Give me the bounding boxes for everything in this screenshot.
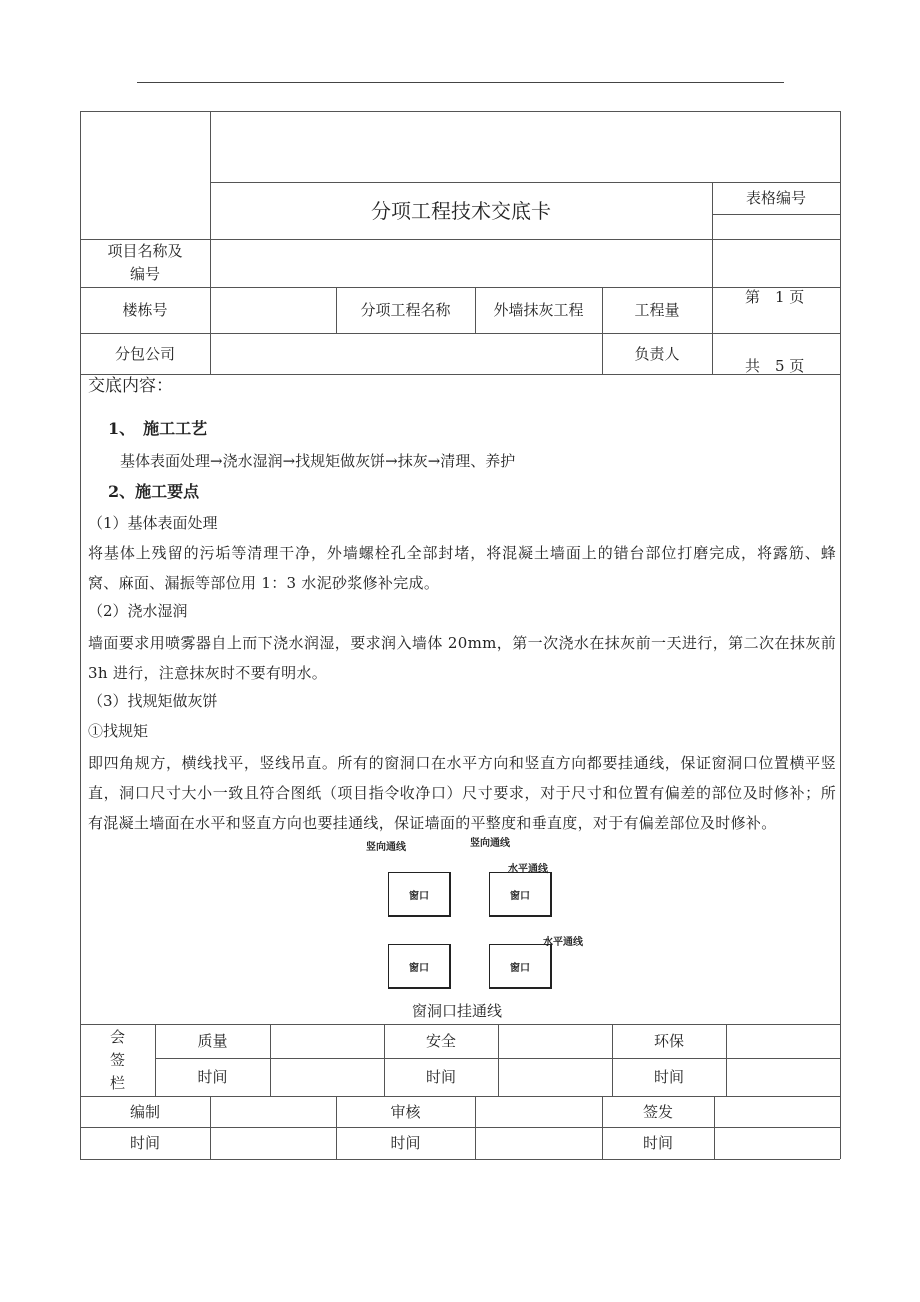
- vertical-line-label: 竖向通线: [366, 842, 406, 853]
- point-3-title: （3）找规矩做灰饼: [88, 692, 218, 710]
- subcontractor-value[interactable]: [210, 333, 602, 374]
- quantity-value[interactable]: [712, 287, 840, 333]
- section-1-title: 1、 施工工艺: [108, 419, 208, 438]
- project-value[interactable]: [210, 239, 712, 287]
- window-box: 窗口: [489, 944, 552, 989]
- quality-label: 质量: [197, 1032, 228, 1050]
- responsible-value[interactable]: [712, 333, 840, 374]
- environment-sign[interactable]: [726, 1024, 840, 1058]
- time-label: 时间: [642, 1134, 673, 1152]
- compiled-time[interactable]: [210, 1127, 336, 1159]
- top-rule: [137, 82, 784, 83]
- compiled-sign[interactable]: [210, 1096, 336, 1127]
- point-3-text: 即四角规方，横线找平，竖线吊直。所有的窗洞口在水平方向和竖直方向都要挂通线，保证窗洞口位置横平竖直，洞口尺寸大小一致且符合图纸（项目指令收净口）尺寸要求，对于尺寸和位置有偏差的部位及时修补；所有混凝土墙面在水平和竖直方向也要挂通线，保证墙面的平整度和垂直度，对于有偏差部位及时修补。: [88, 754, 836, 832]
- time-label: 时间: [129, 1134, 160, 1152]
- point-1-title: （1）基体表面处理: [88, 514, 218, 532]
- building-label: 楼栋号: [122, 301, 168, 319]
- horizontal-line-label: 水平通线: [543, 937, 583, 948]
- safety-time[interactable]: [498, 1058, 612, 1096]
- responsible-label: 负责人: [634, 344, 680, 363]
- environment-label: 环保: [653, 1032, 684, 1050]
- form-no-value[interactable]: [712, 214, 840, 239]
- point-1-text: 将基体上残留的污垢等清理干净，外墙螺栓孔全部封堵，将混凝土墙面上的错台部位打磨完成，将露筋、蜂窝、麻面、漏振等部位用 1：3 水泥砂浆修补完成。: [88, 544, 836, 592]
- point-2-title: （2）浇水湿润: [88, 602, 188, 620]
- issued-time[interactable]: [714, 1127, 840, 1159]
- page-indicator: 第 1 页 共 5 页: [745, 288, 805, 375]
- subcontractor-label: 分包公司: [114, 344, 175, 363]
- compiled-label: 编制: [129, 1102, 160, 1121]
- point-3-sub: ①找规矩: [88, 722, 149, 740]
- subitem-value: 外墙抹灰工程: [493, 301, 584, 319]
- quality-sign[interactable]: [270, 1024, 384, 1058]
- issued-label: 签发: [642, 1102, 673, 1121]
- diagram-caption: 窗洞口挂通线: [412, 1002, 503, 1020]
- section-2-title: 2、施工要点: [108, 482, 200, 501]
- content-heading: 交底内容：: [88, 376, 173, 396]
- vertical-line-label: 竖向通线: [470, 838, 510, 849]
- subitem-label: 分项工程名称: [360, 301, 451, 319]
- quality-time[interactable]: [270, 1058, 384, 1096]
- reviewed-label: 审核: [390, 1102, 421, 1121]
- reviewed-sign[interactable]: [475, 1096, 602, 1127]
- countersign-label: 会 签 栏: [109, 1028, 125, 1092]
- time-label: 时间: [425, 1068, 456, 1086]
- reviewed-time[interactable]: [475, 1127, 602, 1159]
- horizontal-line-label: 水平通线: [508, 864, 548, 875]
- time-label: 时间: [390, 1134, 421, 1152]
- time-label: 时间: [653, 1068, 684, 1086]
- window-box: 窗口: [489, 872, 552, 917]
- safety-sign[interactable]: [498, 1024, 612, 1058]
- window-box: 窗口: [388, 944, 451, 989]
- time-label: 时间: [197, 1068, 228, 1086]
- section-1-flow: 基体表面处理→浇水湿润→找规矩做灰饼→抹灰→清理、养护: [120, 452, 516, 470]
- window-box: 窗口: [388, 872, 451, 917]
- environment-time[interactable]: [726, 1058, 840, 1096]
- issued-sign[interactable]: [714, 1096, 840, 1127]
- project-label: 项目名称及 编号: [107, 242, 183, 283]
- point-2-text: 墙面要求用喷雾器自上而下浇水润湿，要求润入墙体 20mm，第一次浇水在抹灰前一天进行，第二次在抹灰前 3h 进行，注意抹灰时不要有明水。: [88, 634, 836, 682]
- quantity-label: 工程量: [634, 301, 680, 319]
- form-no-label: 表格编号: [745, 189, 806, 207]
- building-value[interactable]: [210, 287, 336, 333]
- form-title: 分项工程技术交底卡: [371, 198, 551, 223]
- safety-label: 安全: [425, 1032, 456, 1050]
